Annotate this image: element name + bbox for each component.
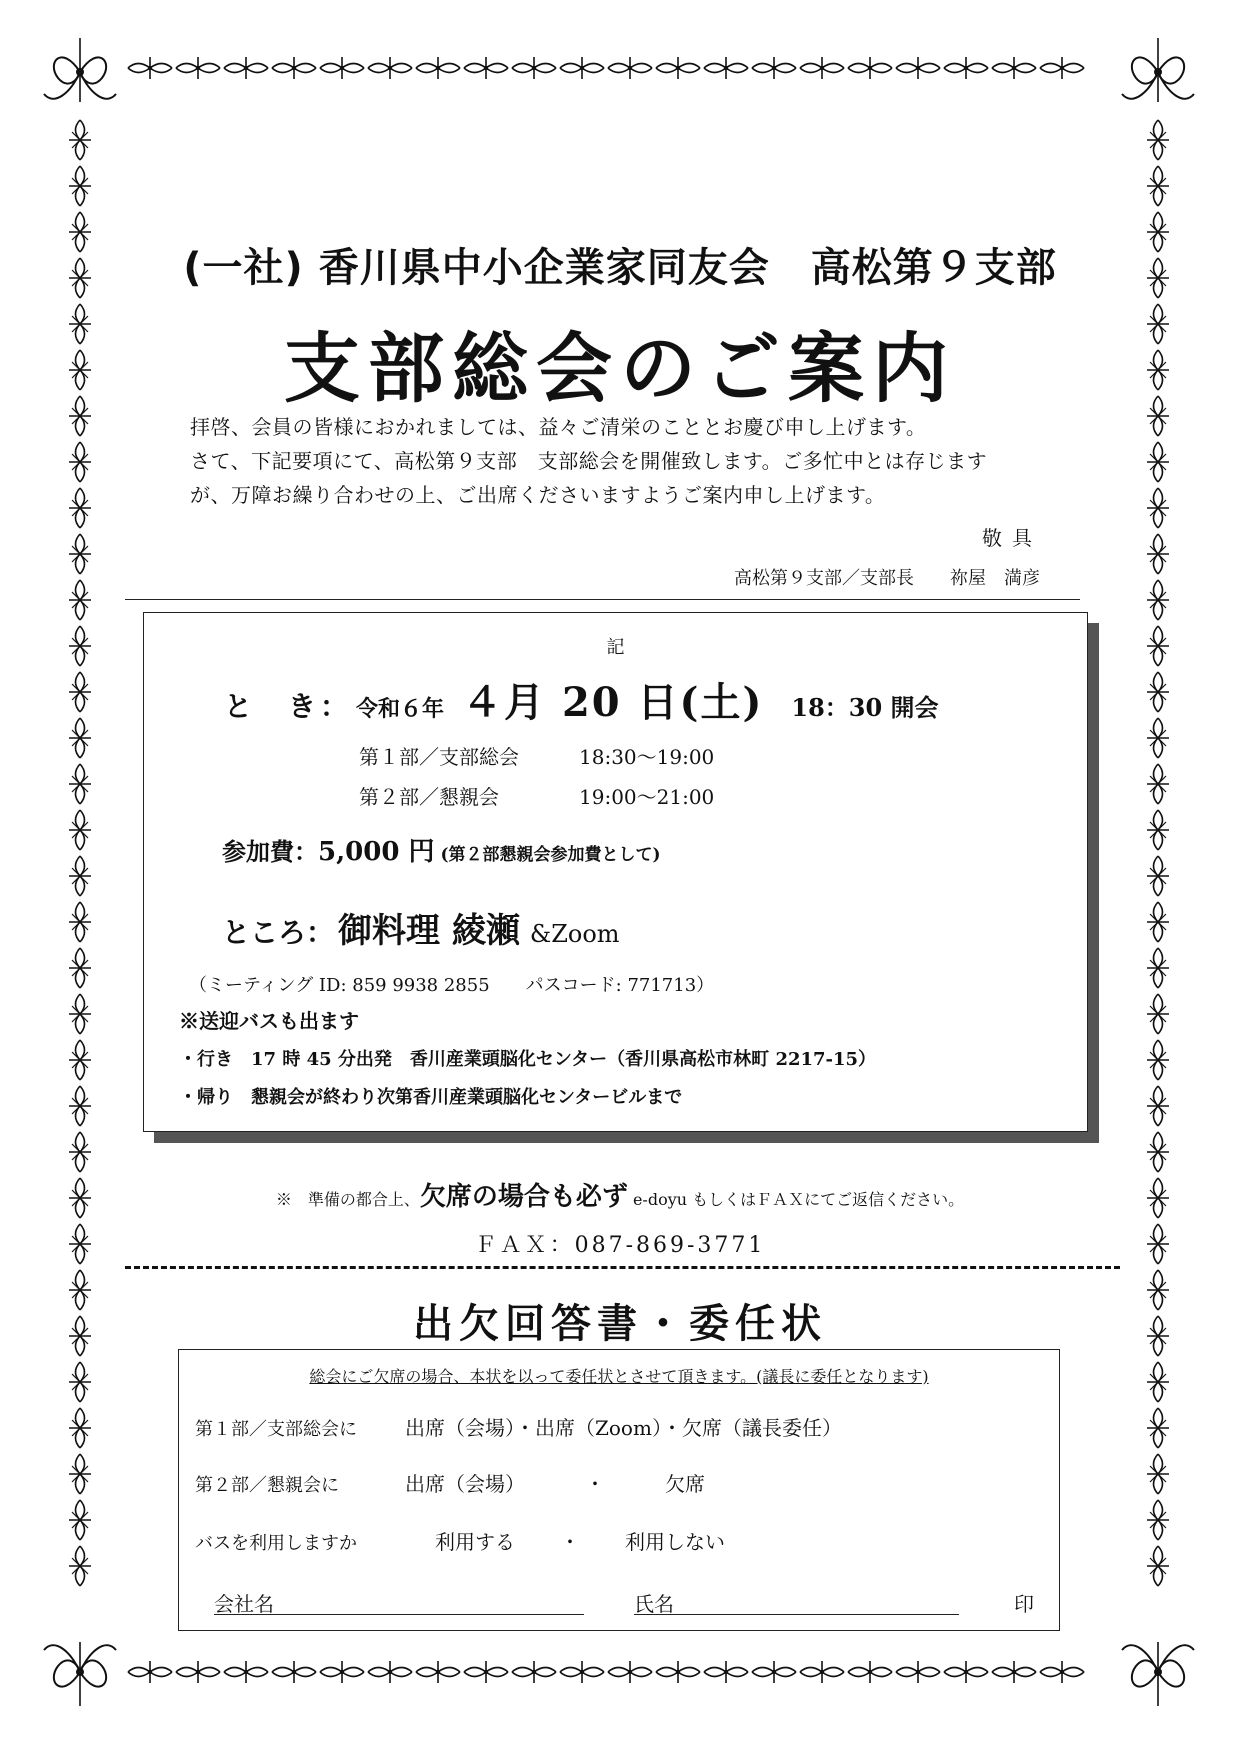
- reply-notice: [0, 1176, 1240, 1213]
- participation-fee: [222, 831, 661, 868]
- company-field[interactable]: [214, 1588, 584, 1615]
- page-title: 支部総会のご案内: [284, 324, 956, 413]
- part2-attend-option[interactable]: 出席（会場）: [405, 1472, 525, 1496]
- option-separator: ・: [560, 1530, 580, 1554]
- part1-label: 第１部／支部総会に: [195, 1419, 357, 1440]
- name-label: 氏名: [634, 1592, 674, 1616]
- part-name: 第２部／懇親会: [359, 785, 499, 809]
- greeting-line: 拝啓、会員の皆様におかれましては、益々ご清栄のこととお慶び申し上げます。: [190, 415, 927, 439]
- venue-name: 御料理 綾瀬: [338, 911, 520, 951]
- bus-no-use-option[interactable]: 利用しない: [625, 1530, 725, 1554]
- part-time: 18:30～19:00: [579, 745, 715, 769]
- bus-line: ・帰り 懇親会が終わり次第香川産業頭脳化センタービルまで: [179, 1087, 683, 1108]
- program-part: [359, 781, 714, 810]
- divider: [125, 599, 1080, 600]
- venue-zoom: &Zoom: [529, 920, 620, 948]
- reply-form-title: 出欠回答書・委任状: [413, 1300, 827, 1347]
- event-date: ４月 20 日(土): [462, 679, 764, 726]
- reply-row-part2: [195, 1468, 705, 1497]
- zoom-meeting-info: （ミーティング ID: 859 9938 2855 パスコード: 771713）: [189, 975, 715, 996]
- reply-row-bus: [195, 1526, 725, 1555]
- fee-value: 5,000 円: [318, 837, 435, 867]
- reply-form: [178, 1349, 1060, 1631]
- fee-note: (第２部懇親会参加費として): [440, 845, 661, 865]
- cut-line: [125, 1266, 1120, 1269]
- fax-number: ＦＡＸ：087-869-3771: [474, 1233, 766, 1258]
- closing-phrase: 敬具: [982, 526, 1042, 550]
- part1-options[interactable]: 出席（会場）・出席（Zoom）・欠席（議長委任）: [405, 1416, 842, 1440]
- bus-heading: ※送迎バスも出ます: [179, 1009, 359, 1033]
- fee-label: 参加費：: [222, 837, 318, 866]
- option-separator: ・: [585, 1472, 605, 1496]
- notice-pre: ※ 準備の都合上、: [275, 1190, 420, 1209]
- part-time: 19:00～21:00: [579, 785, 715, 809]
- greeting-line: さて、下記要項にて、高松第９支部 支部総会を開催致します。ご多忙中とは存じます: [190, 449, 988, 473]
- notice-emphasis: 欠席の場合も必ず: [419, 1182, 628, 1212]
- details-heading: 記: [606, 637, 625, 658]
- part2-label: 第２部／懇親会に: [195, 1475, 339, 1496]
- era-year: 令和６年: [356, 696, 445, 722]
- company-label: 会社名: [214, 1592, 274, 1616]
- notice-post: e-doyu もしくはＦＡＸにてご返信ください。: [627, 1190, 965, 1209]
- name-field[interactable]: [634, 1588, 959, 1615]
- part-name: 第１部／支部総会: [359, 745, 519, 769]
- bus-line: ・行き 17 時 45 分出発 香川産業頭脳化センター（香川県高松市林町 2217-15）: [179, 1049, 877, 1070]
- signer: 高松第９支部／支部長 祢屋 満彦: [734, 568, 1040, 589]
- greeting-text: [190, 410, 1070, 512]
- seal-mark: 印: [1014, 1592, 1034, 1616]
- bus-use-option[interactable]: 利用する: [435, 1530, 515, 1554]
- details-box: [143, 612, 1088, 1132]
- proxy-note: [179, 1364, 1059, 1387]
- datetime-label: と き：: [224, 690, 353, 723]
- event-datetime: [224, 671, 939, 728]
- venue: [222, 903, 620, 952]
- reply-row-part1: [195, 1412, 842, 1441]
- proxy-note-text: 総会にご欠席の場合、本状を以って委任状とさせて頂きます。(議長に委任となります): [309, 1367, 929, 1386]
- greeting-line: が、万障お繰り合わせの上、ご出席くださいますようご案内申し上げます。: [190, 483, 886, 507]
- program-part: [359, 741, 714, 770]
- part2-absent-option[interactable]: 欠席: [665, 1472, 705, 1496]
- organization-name: (一社) 香川県中小企業家同友会 高松第９支部: [183, 245, 1057, 291]
- start-time: 18：30 開会: [791, 693, 939, 722]
- bus-question: バスを利用しますか: [195, 1533, 357, 1554]
- venue-label: ところ：: [222, 916, 335, 949]
